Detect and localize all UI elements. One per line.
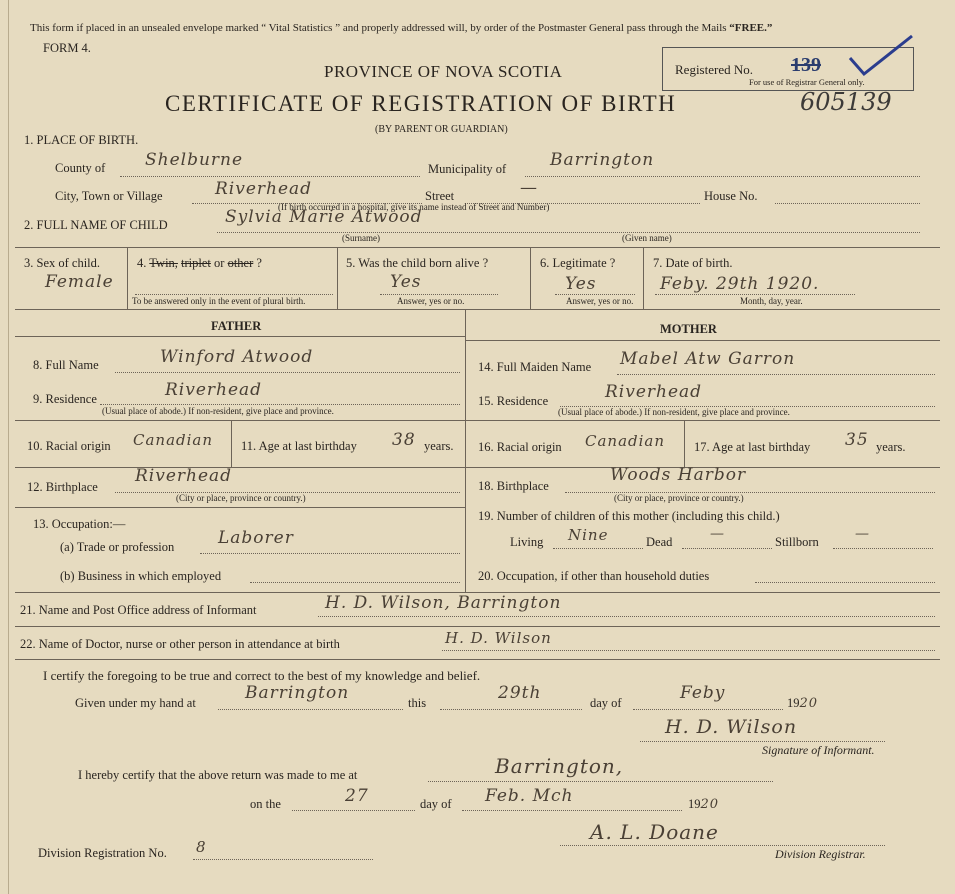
- registrar-day-of: day of: [420, 797, 452, 811]
- mother-occupation-label: 20. Occupation, if other than household duties: [478, 569, 710, 583]
- informant-value: H. D. Wilson, Barrington: [325, 593, 562, 613]
- dead-label: Dead: [646, 535, 673, 549]
- legitimate-label: 6. Legitimate ?: [540, 256, 616, 270]
- sex-value: Female: [45, 272, 114, 292]
- mother-birthplace-value: Woods Harbor: [610, 465, 747, 485]
- form-number: FORM 4.: [43, 41, 91, 55]
- father-occupation-label: 13. Occupation:—: [33, 517, 126, 531]
- registrar-statement: I hereby certify that the above return was made to me at: [78, 768, 358, 782]
- registered-label: Registered No.: [675, 62, 753, 77]
- plural-or: or: [214, 256, 225, 270]
- postal-note-text: This form if placed in an unsealed envelope marked “ Vital Statistics ” and properly addressed will, by order of the Postmaster General pass through the Mails: [30, 22, 727, 34]
- given-month: Feby: [680, 683, 726, 703]
- birth-date-label: 7. Date of birth.: [653, 256, 733, 270]
- mother-name-value: Mabel Atw Garron: [620, 349, 796, 369]
- registrar-place: Barrington,: [495, 754, 624, 778]
- father-age-label: 11. Age at last birthday: [241, 439, 357, 453]
- given-day-of: day of: [590, 696, 622, 710]
- registrar-note: For use of Registrar General only.: [749, 77, 865, 87]
- mother-birthplace-note: (City or place, province or country.): [614, 493, 744, 503]
- stillborn-label: Stillborn: [775, 535, 819, 549]
- father-birthplace-label: 12. Birthplace: [27, 480, 98, 494]
- municipality-value: Barrington: [550, 150, 655, 170]
- legitimate-value: Yes: [565, 274, 597, 294]
- registrar-year: [688, 797, 719, 812]
- street-value: —: [520, 178, 538, 198]
- mother-residence-label: 15. Residence: [478, 394, 549, 408]
- doctor-label: 22. Name of Doctor, nurse or other person in attendance at birth: [20, 637, 340, 651]
- checkmark-icon: [846, 30, 916, 80]
- city-value: Riverhead: [215, 179, 313, 199]
- plural-prefix: 4.: [137, 256, 147, 270]
- street-label: Street: [425, 189, 455, 203]
- plural-note: To be answered only in the event of plural birth.: [132, 296, 306, 306]
- informant-signature-label: Signature of Informant.: [762, 743, 875, 757]
- registered-number: 139: [791, 54, 821, 76]
- mother-residence-value: Riverhead: [605, 382, 703, 402]
- postal-note-free: “FREE.”: [729, 22, 773, 34]
- child-name-value: Sylvia Marie Atwood: [225, 207, 423, 227]
- dead-value: —: [710, 526, 725, 542]
- informant-label: 21. Name and Post Office address of Informant: [20, 603, 257, 617]
- mother-age-label: 17. Age at last birthday: [694, 440, 811, 454]
- informant-signature: H. D. Wilson: [665, 716, 798, 738]
- father-name-value: Winford Atwood: [160, 347, 314, 367]
- father-residence-label: 9. Residence: [33, 392, 97, 406]
- postal-note: [30, 22, 772, 34]
- living-value: Nine: [568, 526, 609, 544]
- city-label: City, Town or Village: [55, 189, 163, 203]
- surname-note: (Surname): [342, 233, 380, 243]
- father-residence-value: Riverhead: [165, 380, 263, 400]
- county-label: County of: [55, 161, 106, 175]
- certificate-title: CERTIFICATE OF REGISTRATION OF BIRTH: [165, 91, 677, 116]
- registrar-signature-label: Division Registrar.: [775, 847, 866, 861]
- legitimate-note: Answer, yes or no.: [566, 296, 634, 306]
- given-label: Given under my hand at: [75, 696, 196, 710]
- mother-years: years.: [876, 440, 906, 454]
- father-racial-value: Canadian: [133, 431, 214, 449]
- municipality-label: Municipality of: [428, 162, 507, 176]
- registrar-month: Feb. Mch: [485, 786, 574, 806]
- doctor-value: H. D. Wilson: [445, 629, 552, 647]
- mother-age-value: 35: [845, 430, 869, 450]
- mother-racial-value: Canadian: [585, 432, 666, 450]
- house-label: House No.: [704, 189, 758, 203]
- father-age-value: 38: [392, 430, 416, 450]
- informant-certify-statement: I certify the foregoing to be true and correct to the best of my knowledge and belief.: [43, 668, 481, 683]
- given-name-note: (Given name): [622, 233, 672, 243]
- alive-value: Yes: [390, 272, 422, 292]
- birth-date-value: Feby. 29th 1920.: [660, 274, 820, 294]
- certificate-subtitle: (BY PARENT OR GUARDIAN): [375, 124, 508, 135]
- given-place: Barrington: [245, 683, 350, 703]
- mother-birthplace-label: 18. Birthplace: [478, 479, 549, 493]
- other-struck: other: [227, 256, 254, 270]
- father-business-label: (b) Business in which employed: [60, 569, 222, 583]
- registrar-year-prefix: 19: [688, 797, 701, 811]
- registrar-on-the: on the: [250, 797, 281, 811]
- given-year-value: 20: [799, 696, 819, 711]
- father-racial-label: 10. Racial origin: [27, 439, 111, 453]
- place-heading: 1. PLACE OF BIRTH.: [24, 133, 139, 147]
- registrar-signature: A. L. Doane: [590, 820, 719, 844]
- alive-note: Answer, yes or no.: [397, 296, 465, 306]
- birth-date-note: Month, day, year.: [740, 296, 803, 306]
- twin-struck: Twin,: [149, 256, 178, 270]
- father-residence-note: (Usual place of abode.) If non-resident, give place and province.: [102, 406, 334, 416]
- given-year-prefix: 19: [787, 696, 800, 710]
- mother-racial-label: 16. Racial origin: [478, 440, 562, 454]
- mother-name-label: 14. Full Maiden Name: [478, 360, 592, 374]
- father-years: years.: [424, 439, 454, 453]
- father-trade-label: (a) Trade or profession: [60, 540, 175, 554]
- county-value: Shelburne: [145, 150, 244, 170]
- given-day: 29th: [498, 683, 542, 703]
- division-registration-label: Division Registration No.: [38, 846, 167, 860]
- division-registration-value: 8: [196, 838, 207, 856]
- father-heading: FATHER: [211, 319, 262, 333]
- mother-heading: MOTHER: [660, 322, 717, 336]
- given-this: this: [408, 696, 427, 710]
- triplet-struck: triplet: [181, 256, 211, 270]
- stillborn-value: —: [855, 526, 870, 542]
- child-name-label: 2. FULL NAME OF CHILD: [24, 218, 168, 232]
- given-year: [787, 696, 818, 711]
- plural-q: ?: [256, 256, 262, 270]
- province-heading: PROVINCE OF NOVA SCOTIA: [324, 62, 563, 81]
- father-trade-value: Laborer: [218, 528, 294, 548]
- plural-birth-label: [137, 256, 262, 271]
- father-birthplace-note: (City or place, province or country.): [176, 493, 306, 503]
- mother-children-label: 19. Number of children of this mother (including this child.): [478, 509, 780, 523]
- registrar-day: 27: [345, 786, 369, 806]
- alive-label: 5. Was the child born alive ?: [346, 256, 489, 270]
- father-birthplace-value: Riverhead: [135, 466, 233, 486]
- living-label: Living: [510, 535, 544, 549]
- father-name-label: 8. Full Name: [33, 358, 99, 372]
- sex-label: 3. Sex of child.: [24, 256, 101, 270]
- handwritten-number: 605139: [800, 88, 892, 116]
- hospital-note: (If birth occurred in a hospital, give its name instead of Street and Number): [278, 202, 550, 212]
- mother-residence-note: (Usual place of abode.) If non-resident, give place and province.: [558, 407, 790, 417]
- registrar-year-value: 20: [700, 797, 720, 812]
